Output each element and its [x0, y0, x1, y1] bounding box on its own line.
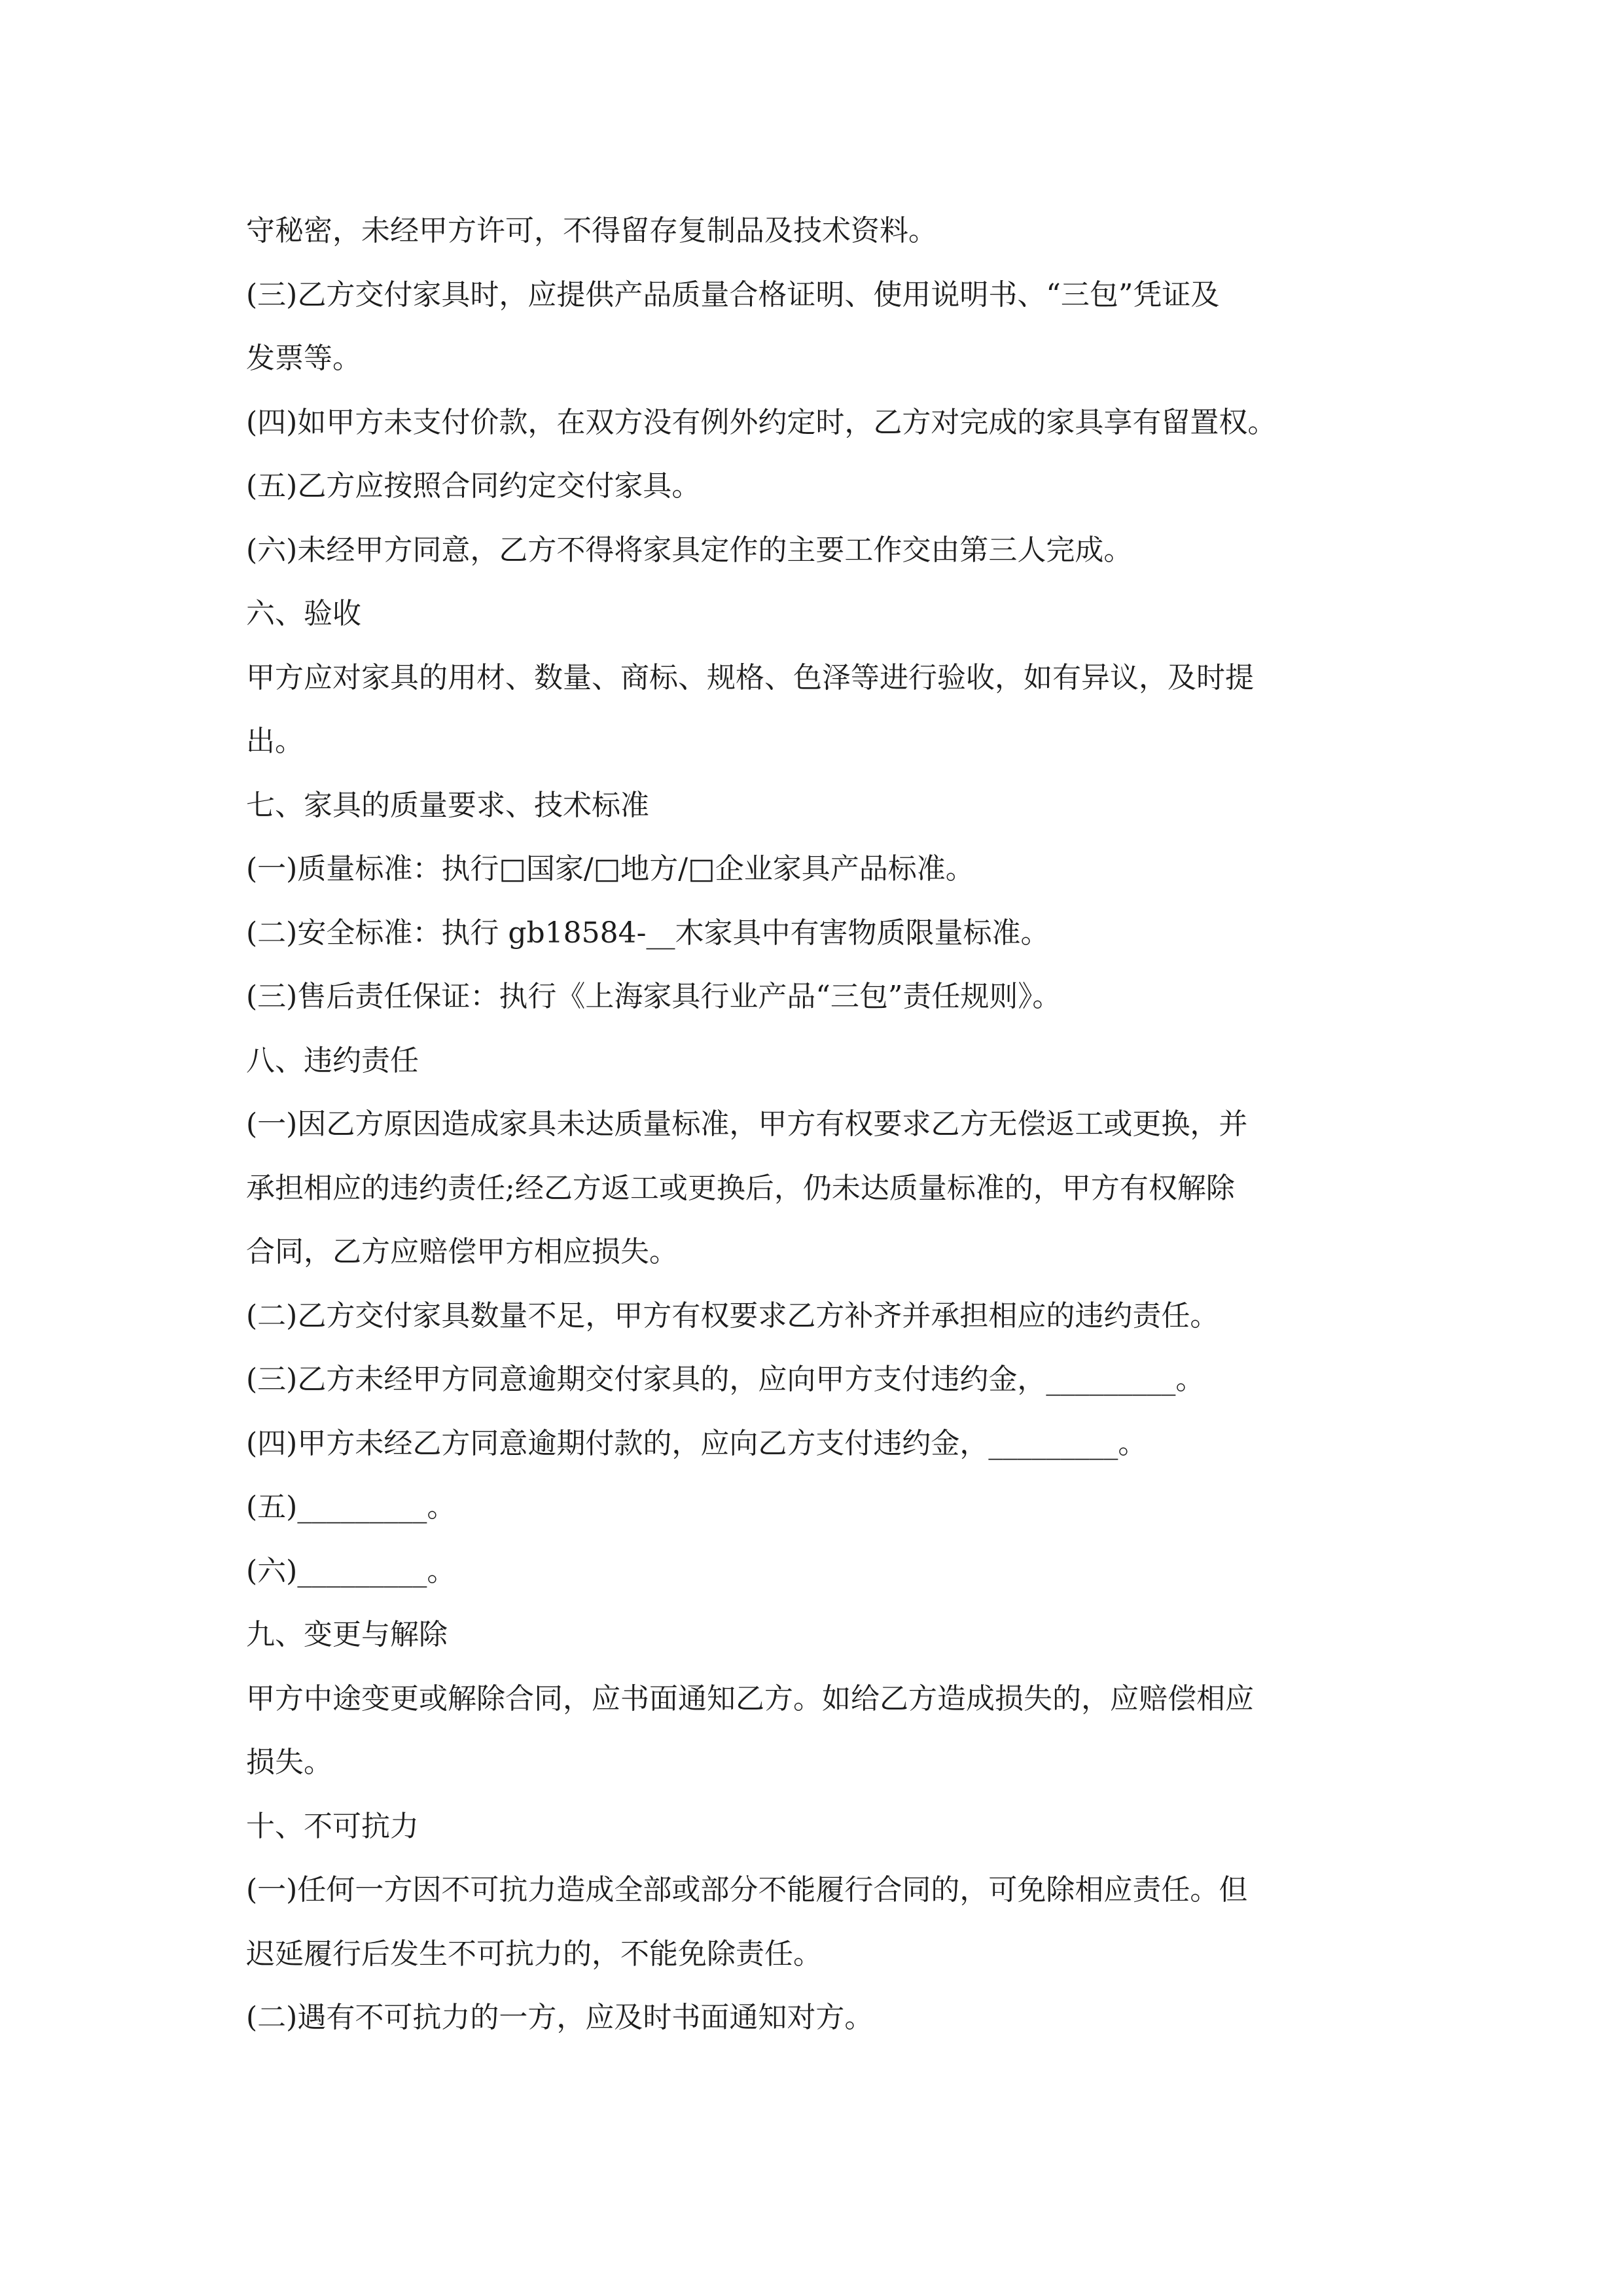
- section-heading: 十、不可抗力: [246, 1809, 419, 1843]
- text-line: (二)乙方交付家具数量不足，甲方有权要求乙方补齐并承担相应的违约责任。: [246, 1299, 1219, 1333]
- section-heading: 七、家具的质量要求、技术标准: [246, 788, 649, 822]
- text-line: (二)遇有不可抗力的一方，应及时书面通知对方。: [246, 2001, 874, 2034]
- text-line: (二)安全标准：执行 gb18584-__木家具中有害物质限量标准。: [246, 916, 1050, 950]
- text-line: (六)未经甲方同意，乙方不得将家具定作的主要工作交由第三人完成。: [246, 533, 1133, 567]
- section-heading: 六、验收: [246, 597, 361, 630]
- text-line: 出。: [246, 725, 304, 758]
- text-line: (一)质量标准：执行□国家/□地方/□企业家具产品标准。: [246, 852, 974, 886]
- text-line: (四)如甲方未支付价款，在双方没有例外约定时，乙方对完成的家具享有留置权。: [246, 405, 1277, 439]
- text-line: 合同，乙方应赔偿甲方相应损失。: [246, 1235, 678, 1268]
- text-line: (三)乙方未经甲方同意逾期交付家具的，应向甲方支付违约金，_________。: [246, 1363, 1205, 1396]
- text-line: 损失。: [246, 1746, 332, 1779]
- text-line: 甲方中途变更或解除合同，应书面通知乙方。如给乙方造成损失的，应赔偿相应: [246, 1681, 1254, 1715]
- text-line: (一)因乙方原因造成家具未达质量标准，甲方有权要求乙方无偿返工或更换，并: [246, 1107, 1248, 1141]
- section-heading: 八、违约责任: [246, 1043, 419, 1077]
- text-line: 甲方应对家具的用材、数量、商标、规格、色泽等进行验收，如有异议，及时提: [246, 660, 1254, 694]
- text-line: (六)_________。: [246, 1554, 456, 1588]
- text-line: 守秘密，未经甲方许可，不得留存复制品及技术资料。: [246, 214, 937, 247]
- text-line: (一)任何一方因不可抗力造成全部或部分不能履行合同的，可免除相应责任。但: [246, 1873, 1248, 1907]
- text-line: (四)甲方未经乙方同意逾期付款的，应向乙方支付违约金，_________。: [246, 1426, 1147, 1460]
- text-line: 发票等。: [246, 342, 361, 375]
- text-line: (五)_________。: [246, 1490, 456, 1524]
- text-line: (五)乙方应按照合同约定交付家具。: [246, 469, 701, 503]
- text-line: (三)售后责任保证：执行《上海家具行业产品“三包”责任规则》。: [246, 980, 1061, 1013]
- text-line: 迟延履行后发生不可抗力的，不能免除责任。: [246, 1937, 822, 1971]
- text-line: (三)乙方交付家具时，应提供产品质量合格证明、使用说明书、“三包”凭证及: [246, 278, 1220, 312]
- text-line: 承担相应的违约责任;经乙方返工或更换后，仍未达质量标准的，甲方有权解除: [246, 1171, 1235, 1205]
- section-heading: 九、变更与解除: [246, 1618, 448, 1651]
- document-body: [246, 199, 1385, 2050]
